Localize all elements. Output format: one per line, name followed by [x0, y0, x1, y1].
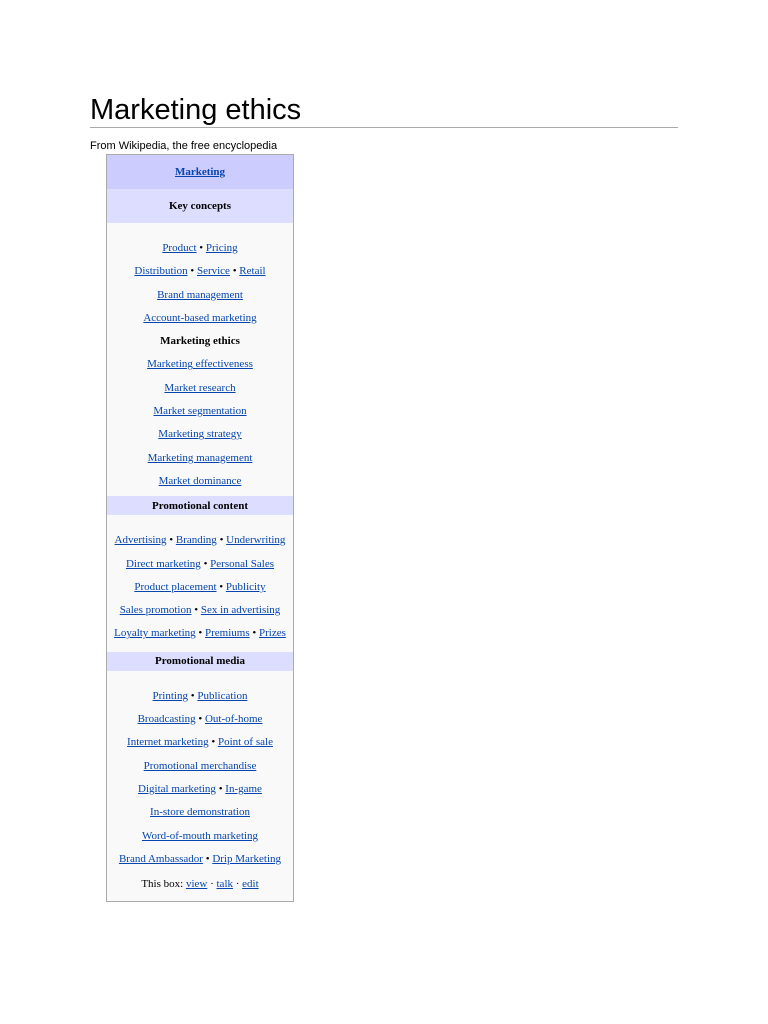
navbox-link[interactable]: Advertising [114, 534, 167, 547]
navbox-row [107, 778, 293, 801]
bullet-separator: • [198, 713, 203, 726]
navbox-header [107, 155, 293, 189]
key-concepts-list [107, 237, 293, 493]
footer-label: This box: [141, 878, 184, 891]
footer-view-link[interactable]: view [185, 878, 208, 891]
promotional-media-list [107, 685, 293, 871]
navbox-link[interactable]: Premiums [205, 627, 250, 640]
navbox-row [107, 825, 293, 848]
page-title: Marketing ethics [90, 94, 302, 126]
navbox-row [107, 284, 293, 307]
navbox-row [107, 377, 293, 400]
navbox-link[interactable]: Out-of-home [204, 713, 263, 726]
bullet-separator: • [205, 852, 210, 865]
navbox-row [107, 731, 293, 754]
navbox-link[interactable]: Loyalty marketing [114, 627, 196, 640]
navbox-row [107, 529, 293, 552]
navbox-link[interactable]: Pricing [205, 242, 238, 254]
navbox-link[interactable]: Brand management [157, 288, 243, 301]
navbox-link[interactable]: Marketing strategy [158, 428, 242, 441]
marketing-navbox [106, 154, 294, 902]
navbox-row [107, 755, 293, 778]
navbox-row [107, 576, 293, 599]
bullet-separator: • [190, 689, 195, 702]
navbox-row [107, 447, 293, 470]
bullet-separator: • [219, 580, 224, 593]
navbox-row [107, 237, 293, 260]
footer-talk-link[interactable]: talk [216, 878, 233, 891]
navbox-footer: This box: view · talk · edit [141, 878, 259, 891]
navbox-link[interactable]: Underwriting [226, 534, 286, 547]
navbox-link[interactable]: Direct marketing [125, 557, 201, 570]
bullet-separator: • [232, 265, 237, 278]
bullet-separator: • [169, 534, 174, 547]
bullet-separator: • [252, 627, 257, 640]
navbox-link[interactable]: Sales promotion [119, 604, 192, 617]
navbox-link[interactable]: Word-of-mouth marketing [141, 829, 259, 842]
navbox-link[interactable]: Broadcasting [137, 713, 196, 726]
navbox-row [107, 470, 293, 493]
navbox-row [107, 400, 293, 423]
navbox-link[interactable]: Drip Marketing [212, 852, 282, 865]
bullet-separator: • [203, 557, 208, 570]
navbox-link[interactable]: Internet marketing [127, 736, 209, 749]
navbox-link[interactable]: Distribution [134, 265, 188, 278]
navbox-row [107, 260, 293, 283]
navbox-link[interactable]: Marketing management [147, 451, 253, 464]
navbox-row [107, 708, 293, 731]
navbox-link[interactable]: Brand Ambassador [118, 852, 203, 865]
navbox-link[interactable]: Market dominance [158, 474, 242, 487]
navbox-link[interactable]: Product placement [134, 580, 217, 593]
navbox-link[interactable]: In-store demonstration [150, 806, 250, 819]
navbox-row [107, 423, 293, 446]
bullet-separator: • [190, 265, 195, 278]
navbox-link[interactable]: Market research [164, 381, 236, 394]
navbox-link[interactable]: Retail [239, 265, 266, 278]
current-page-item: Marketing ethics [160, 335, 240, 348]
navbox-row [107, 353, 293, 376]
title-divider [90, 127, 678, 128]
bullet-separator: • [219, 534, 224, 547]
navbox-row [107, 685, 293, 708]
navbox-link[interactable]: Personal Sales [210, 557, 275, 570]
navbox-link[interactable]: Product [162, 242, 197, 254]
bullet-separator: • [211, 736, 216, 749]
page-tagline: From Wikipedia, the free encyclopedia [90, 140, 278, 152]
navbox-link[interactable]: Branding [175, 534, 217, 547]
section-title-promotional-content: Promotional content [107, 496, 293, 515]
bullet-separator: • [194, 604, 199, 617]
bullet-separator: • [218, 782, 223, 795]
navbox-link[interactable]: Service [196, 265, 230, 278]
bullet-separator: • [198, 627, 203, 640]
navbox-link[interactable]: Promotional merchandise [143, 759, 257, 772]
navbox-row [107, 801, 293, 824]
navbox-link[interactable]: Digital marketing [138, 782, 216, 795]
navbox-row [107, 330, 293, 353]
navbox-row [107, 622, 293, 645]
navbox-link[interactable]: Marketing effectiveness [147, 358, 253, 371]
navbox-link[interactable]: Prizes [259, 627, 286, 640]
navbox-link[interactable]: In-game [225, 782, 262, 795]
navbox-header-link[interactable]: Marketing [174, 166, 226, 178]
footer-edit-link[interactable]: edit [242, 878, 259, 891]
navbox-row [107, 553, 293, 576]
navbox-link[interactable]: Market segmentation [153, 405, 247, 418]
navbox-link[interactable]: Publication [197, 689, 248, 702]
navbox-link[interactable]: Printing [152, 689, 188, 702]
section-title-key-concepts: Key concepts [107, 189, 293, 223]
navbox-link[interactable]: Account-based marketing [143, 311, 257, 324]
navbox-row [107, 307, 293, 330]
navbox-row [107, 848, 293, 871]
bullet-separator: • [199, 242, 204, 254]
promotional-content-list [107, 529, 293, 645]
navbox-link[interactable]: Point of sale [217, 736, 273, 749]
section-title-promotional-media: Promotional media [107, 652, 293, 671]
navbox-row [107, 599, 293, 622]
navbox-link[interactable]: Sex in advertising [200, 604, 281, 617]
navbox-link[interactable]: Publicity [225, 580, 266, 593]
